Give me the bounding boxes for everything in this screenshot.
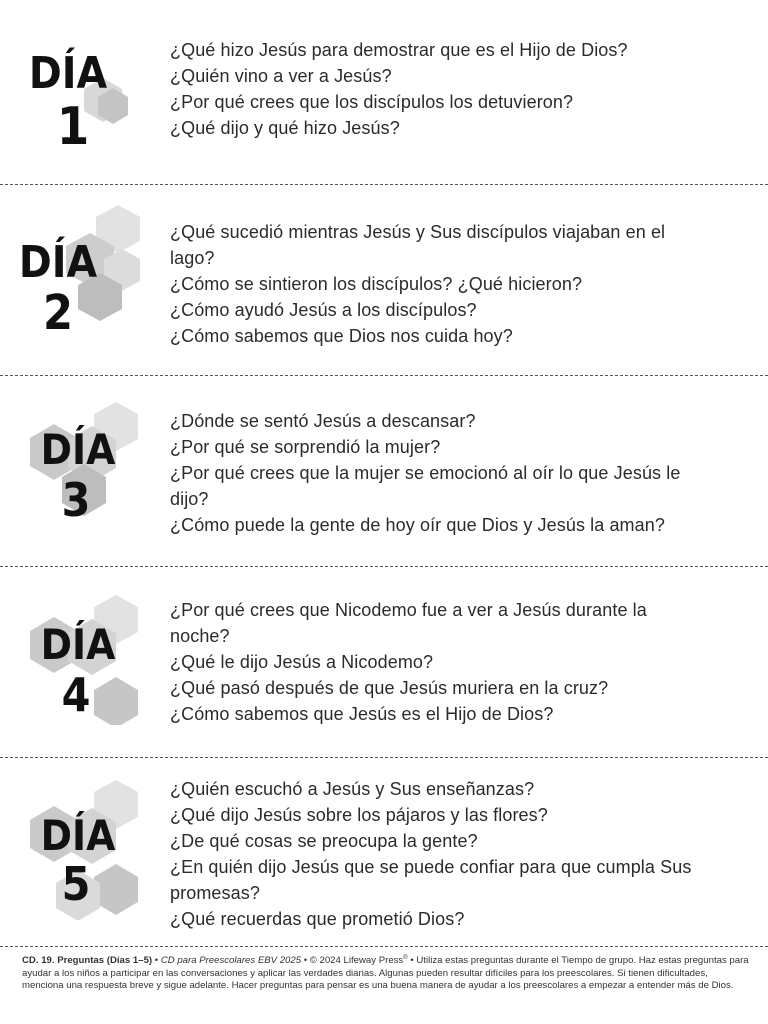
day-2-section (0, 185, 768, 375)
day-3-questions (170, 408, 710, 538)
question: ¿Qué recuerdas que prometió Dios? (170, 909, 465, 929)
question: ¿Qué dijo Jesús sobre los pájaros y las flores? (170, 805, 548, 825)
day-1-hexagon-icon (18, 26, 148, 156)
day-4-questions (170, 597, 710, 727)
question: ¿Por qué crees que la mujer se emocionó al oír lo que Jesús le dijo? (170, 463, 681, 509)
day-5-number: 5 (61, 857, 91, 911)
day-1-label: DÍA (28, 48, 108, 99)
footer-trademark: ® (403, 955, 408, 961)
day-5-hexagon-icon (18, 780, 148, 920)
question: ¿Cómo sabemos que Dios nos cuida hoy? (170, 326, 513, 346)
question: ¿Qué hizo Jesús para demostrar que es el Hijo de Dios? (170, 40, 628, 60)
day-5-section (0, 758, 768, 946)
footer-note: CD. 19. Preguntas (Días 1–5) • CD para Preescolares EBV 2025 • © 2024 Lifeway Press® • Utiliza estas preguntas durante el Tiempo de grupo. Haz estas preguntas para ayudar a los niños a participar en las conversaciones y aplicar las verdades diarias. Algunas pueden resultar difíciles para los preescolares. Si tienen dificultades, menciona una respuesta breve y sigue adelante. Hacer preguntas para pensar es una buena manera de ayudar a los preescolares a empezar a entender más de Dios. (22, 955, 749, 991)
question: ¿Quién vino a ver a Jesús? (170, 66, 392, 86)
day-2-badge (18, 205, 148, 335)
question: ¿Por qué se sorprendió la mujer? (170, 437, 441, 457)
question: ¿Cómo puede la gente de hoy oír que Dios y Jesús la aman? (170, 515, 665, 535)
question: ¿Quién escuchó a Jesús y Sus enseñanzas? (170, 779, 535, 799)
day-3-hexagon-icon (18, 402, 148, 532)
day-2-hexagon-icon (18, 205, 148, 335)
day-3-badge (18, 402, 148, 532)
day-3-section (0, 376, 768, 566)
footer-code: CD. 19. Preguntas (Días 1–5) (22, 955, 153, 967)
day-4-section (0, 567, 768, 757)
question: ¿Qué dijo y qué hizo Jesús? (170, 118, 400, 138)
footer-copyright: © 2024 Lifeway Press (309, 955, 404, 967)
question: ¿Cómo sabemos que Jesús es el Hijo de Dios? (170, 704, 554, 724)
day-3-label: DÍA (40, 425, 116, 474)
question: ¿Qué le dijo Jesús a Nicodemo? (170, 652, 434, 672)
question: ¿Por qué crees que Nicodemo fue a ver a Jesús durante la noche? (170, 600, 647, 646)
day-2-number: 2 (42, 285, 74, 335)
question: ¿De qué cosas se preocupa la gente? (170, 831, 478, 851)
day-2-questions (170, 219, 710, 349)
question: ¿Dónde se sentó Jesús a descansar? (170, 411, 476, 431)
day-4-badge (18, 595, 148, 725)
day-1-number: 1 (56, 97, 90, 156)
question: ¿Cómo ayudó Jesús a los discípulos? (170, 300, 477, 320)
day-4-hexagon-icon (18, 595, 148, 725)
day-5-questions (170, 776, 710, 932)
day-1-section (0, 0, 768, 184)
divider (0, 946, 768, 947)
day-5-badge (18, 780, 148, 920)
day-4-label: DÍA (40, 620, 116, 669)
day-4-number: 4 (61, 668, 91, 722)
question: ¿Por qué crees que los discípulos los detuvieron? (170, 92, 574, 112)
question: ¿Qué pasó después de que Jesús muriera en la cruz? (170, 678, 609, 698)
question: ¿En quién dijo Jesús que se puede confiar para que cumpla Sus promesas? (170, 857, 692, 903)
footer-product: CD para Preescolares EBV 2025 (160, 955, 302, 967)
question: ¿Qué sucedió mientras Jesús y Sus discípulos viajaban en el lago? (170, 222, 666, 268)
day-5-label: DÍA (40, 811, 116, 860)
day-1-badge (18, 26, 148, 156)
question: ¿Cómo se sintieron los discípulos? ¿Qué hicieron? (170, 274, 583, 294)
day-3-number: 3 (61, 473, 91, 527)
day-1-questions (170, 37, 710, 141)
footer-text: Utiliza estas preguntas durante el Tiempo de grupo. Haz estas preguntas para ayudar a los niños a participar en las conversaciones y aplicar las verdades diarias. Algunas pueden resultar difíciles para los preescolares. Si tienen dificultades, menciona una respuesta breve y sigue adelante. Hacer preguntas para pensar es una buena manera de ayudar a los preescolares a empezar a entender más de Dios. (22, 955, 749, 991)
day-2-label: DÍA (18, 237, 98, 288)
